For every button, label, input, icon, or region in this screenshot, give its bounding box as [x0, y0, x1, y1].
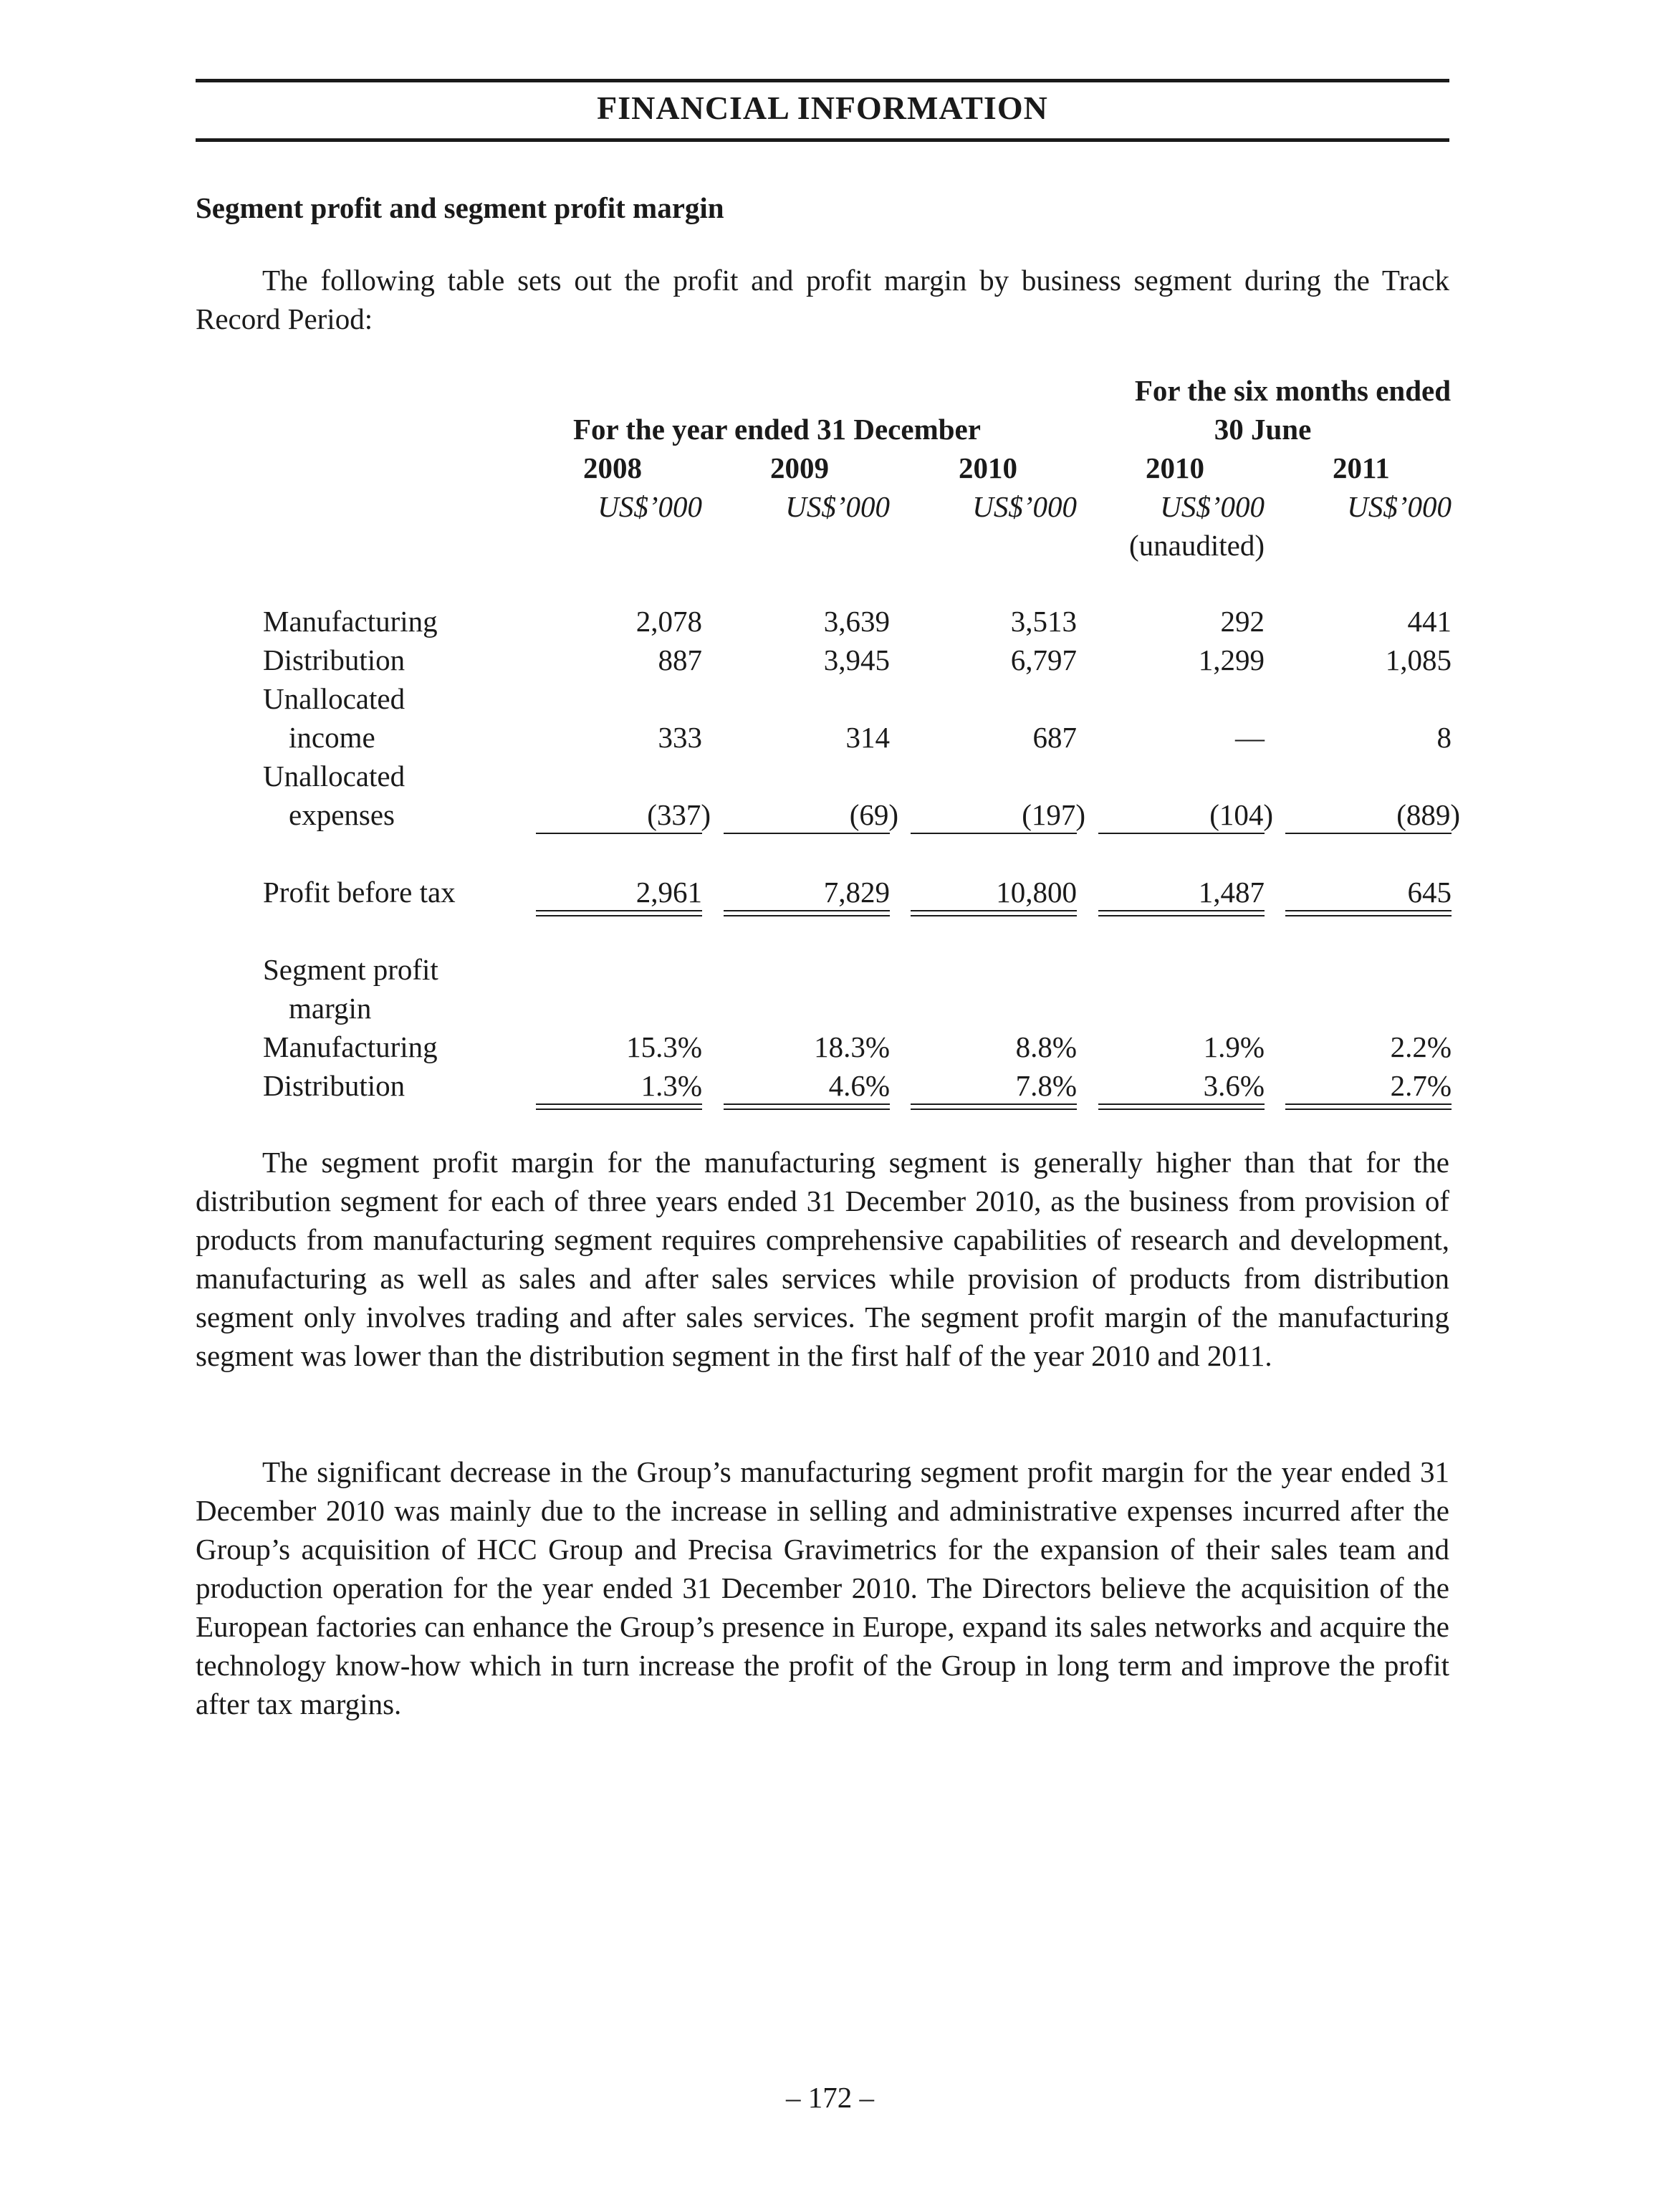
row-value: (197) [1022, 798, 1085, 831]
intro-text: The following table sets out the profit and profit margin by business segment during the Track Record Period: [196, 264, 1449, 335]
row-value: 6,797 [1010, 643, 1077, 676]
header-bottom-rule [196, 138, 1449, 142]
row-label-continued: income [289, 721, 375, 754]
row-value: 687 [1032, 721, 1077, 754]
unaudited-note: (unaudited) [1129, 529, 1265, 562]
body-paragraph-1 [196, 1143, 1449, 1375]
margin-value: 3.6% [1203, 1069, 1265, 1102]
row-value: (69) [849, 798, 898, 831]
row-value: 1,299 [1198, 643, 1265, 676]
margin-value: 2.7% [1390, 1069, 1452, 1102]
margin-value: 8.8% [1015, 1030, 1077, 1063]
paragraph-text: The significant decrease in the Group’s manufacturing segment profit margin for the year ended 31 December 2010 was mainly due to the increase in selling and administrative expenses incurred after the Group’s acquisition of HCC Group and Precisa Gravimetrics for the expansion of their sales team and production operation for the year ended 31 December 2010. The Directors believe the acquisition of the European factories can enhance the Group’s presence in Europe, expand its sales networks and acquire the technology know-how which in turn increase the profit of the Group in long term and improve the profit after tax margins. [196, 1455, 1449, 1720]
margin-double-underline [1285, 1103, 1452, 1110]
row-value: 333 [658, 721, 702, 754]
total-value: 7,829 [823, 876, 890, 909]
total-double-underline [1285, 910, 1452, 916]
row-label: Unallocated [263, 760, 406, 793]
subtotal-underline [911, 833, 1077, 834]
row-value: 292 [1220, 605, 1265, 638]
row-value: 441 [1407, 605, 1452, 638]
margin-value: 18.3% [814, 1030, 890, 1063]
row-value: — [1235, 721, 1265, 754]
header-six-months-line1: For the six months ended [1134, 374, 1451, 407]
margin-value: 4.6% [828, 1069, 890, 1102]
row-label: Unallocated [263, 682, 406, 715]
total-double-underline [536, 910, 702, 916]
subtotal-underline [536, 833, 702, 834]
row-value: 8 [1436, 721, 1452, 754]
total-value: 645 [1407, 876, 1452, 909]
margin-heading-continued: margin [289, 992, 372, 1025]
margin-value: 1.3% [641, 1069, 702, 1102]
margin-value: 7.8% [1015, 1069, 1077, 1102]
header-six-months-line2: 30 June [1214, 413, 1312, 446]
year-header-2011: 2011 [1333, 451, 1390, 484]
total-label: Profit before tax [263, 876, 456, 909]
row-value: (104) [1209, 798, 1273, 831]
row-value: 314 [845, 721, 890, 754]
unit-header: US$’000 [598, 490, 702, 523]
total-double-underline [911, 910, 1077, 916]
page-number: – 172 – [786, 2081, 874, 2114]
margin-double-underline [724, 1103, 890, 1110]
margin-value: 1.9% [1203, 1030, 1265, 1063]
total-value: 1,487 [1198, 876, 1265, 909]
margin-double-underline [911, 1103, 1077, 1110]
row-value: 887 [658, 643, 702, 676]
subtotal-underline [724, 833, 890, 834]
total-value: 10,800 [996, 876, 1077, 909]
row-label: Manufacturing [263, 605, 438, 638]
row-value: (889) [1396, 798, 1460, 831]
subtotal-underline [1098, 833, 1265, 834]
row-value: 3,945 [823, 643, 890, 676]
year-header-2008: 2008 [583, 451, 642, 484]
margin-value: 15.3% [626, 1030, 702, 1063]
row-value: 2,078 [635, 605, 702, 638]
row-value: 1,085 [1385, 643, 1452, 676]
row-label: Distribution [263, 643, 406, 676]
year-header-2010: 2010 [959, 451, 1017, 484]
year-header-2010-six: 2010 [1146, 451, 1204, 484]
row-value: 3,639 [823, 605, 890, 638]
subtotal-underline [1285, 833, 1452, 834]
section-title: Segment profit and segment profit margin [196, 191, 724, 224]
unit-header: US$’000 [1347, 490, 1452, 523]
unit-header: US$’000 [972, 490, 1077, 523]
margin-row-label: Manufacturing [263, 1030, 438, 1063]
body-paragraph-2 [196, 1452, 1449, 1723]
total-double-underline [724, 910, 890, 916]
header-year-ended: For the year ended 31 December [573, 413, 981, 446]
margin-row-label: Distribution [263, 1069, 406, 1102]
margin-heading: Segment profit [263, 953, 438, 986]
row-value: 3,513 [1010, 605, 1077, 638]
page-header-title: FINANCIAL INFORMATION [597, 90, 1048, 126]
row-label-continued: expenses [289, 798, 395, 831]
total-double-underline [1098, 910, 1265, 916]
unit-header: US$’000 [785, 490, 890, 523]
margin-double-underline [536, 1103, 702, 1110]
paragraph-text: The segment profit margin for the manufacturing segment is generally higher than that for the distribution segment for each of three years ended 31 December 2010, as the business from provision of products from manufacturing segment requires comprehensive capabilities of research and development, manufacturing as well as sales and after sales services while provision of products from distribution segment only involves trading and after sales services. The segment profit margin of the manufacturing segment was lower than the distribution segment in the first half of the year 2010 and 2011. [196, 1146, 1449, 1372]
row-value: (337) [647, 798, 711, 831]
year-header-2009: 2009 [770, 451, 829, 484]
unit-header: US$’000 [1160, 490, 1265, 523]
margin-value: 2.2% [1390, 1030, 1452, 1063]
intro-paragraph [196, 261, 1449, 338]
header-top-rule [196, 79, 1449, 82]
margin-double-underline [1098, 1103, 1265, 1110]
total-value: 2,961 [635, 876, 702, 909]
